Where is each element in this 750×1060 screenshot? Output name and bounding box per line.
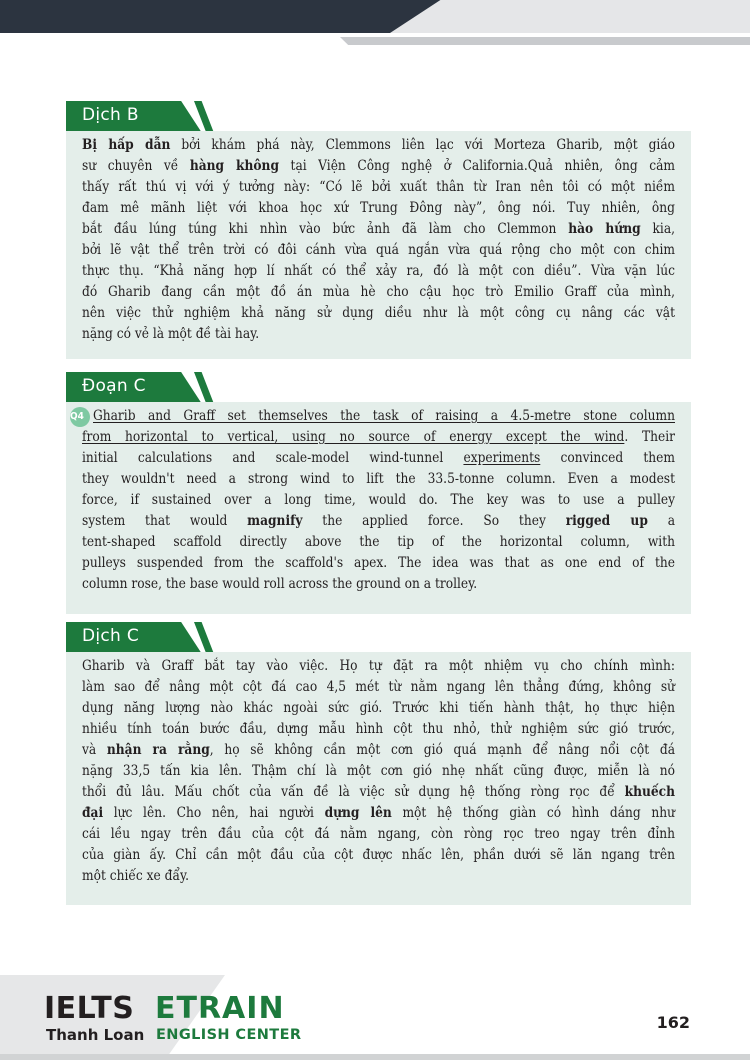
text-segment: bắt đầu lúng túng khi nhìn vào bức ảnh đã làm cho Clemmon xyxy=(82,221,569,237)
text-segment: làm sao để nâng một cột đá cao 4,5 mét từ nằm ngang lên thẳng đứng, không sử xyxy=(82,679,675,695)
text-segment: dụng năng lượng nào khác ngoài sức gió. Trước khi tiến hành thật, họ thực hiện xyxy=(82,700,675,716)
text-segment: lực lên. Cho nên, hai người xyxy=(103,805,325,821)
top-header-stripe xyxy=(390,0,750,33)
text-segment: the applied force. So they xyxy=(302,513,566,529)
text-segment: một chiếc xe đẩy. xyxy=(82,868,189,884)
footer-strip xyxy=(0,1054,750,1060)
text-line xyxy=(66,448,691,469)
text-segment: Gharib và Graff bắt tay vào việc. Họ tự đặt ra một nhiệm vụ cho chính mình: xyxy=(82,658,675,674)
text-line xyxy=(66,303,691,324)
section-body-dich-c xyxy=(66,652,691,905)
text-segment: đó Gharib đang cần một đồ án mùa hè cho cậu học trò Emilio Graff của mình, xyxy=(82,284,675,300)
text-segment: column rose, the base would roll across the ground on a trolley. xyxy=(82,576,478,592)
text-line xyxy=(66,406,691,427)
text-segment: thực thụ. “Khả năng hợp lí nhất có thể xảy ra, đó là một con diều”. Vừa vặn lúc xyxy=(82,263,675,279)
text-line xyxy=(66,656,691,677)
text-segment: tent-shaped scaffold directly above the tip of the horizontal column, with xyxy=(82,534,675,550)
section-body-dich-b xyxy=(66,131,691,359)
text-segment: , họ sẽ không cần một cơn gió quá mạnh để nâng nổi cột đá xyxy=(209,742,675,758)
text-line xyxy=(66,490,691,511)
top-header-shadow xyxy=(340,37,750,45)
bold-term: hào hứng xyxy=(568,221,641,237)
bold-term: dựng lên xyxy=(324,805,392,821)
text-line xyxy=(66,469,691,490)
text-segment: nặng có vẻ là một đề tài hay. xyxy=(82,326,260,342)
bold-term: khuếch xyxy=(624,784,675,800)
text-line xyxy=(66,532,691,553)
section-header-doan-c xyxy=(66,372,216,404)
text-line xyxy=(66,427,691,448)
text-line xyxy=(66,156,691,177)
text-segment: nên việc thử nghiệm khả năng sử dụng diều như là một công cụ nâng các vật xyxy=(82,305,675,321)
text-line xyxy=(66,698,691,719)
bold-term: Bị hấp dẫn xyxy=(82,137,171,153)
underlined-text: Gharib and Graff set themselves the task of raising a 4.5-metre stone column xyxy=(93,408,675,424)
page-number: 162 xyxy=(656,1013,690,1032)
text-segment: bởi khám phá này, Clemmons liên lạc với Morteza Gharib, một giáo xyxy=(170,137,675,153)
text-line xyxy=(66,240,691,261)
text-segment: sư chuyên về xyxy=(82,158,190,174)
section-body-doan-c xyxy=(66,402,691,614)
text-line xyxy=(66,135,691,156)
text-line xyxy=(66,824,691,845)
logo-thanh-loan: Thanh Loan xyxy=(46,1026,145,1044)
text-line xyxy=(66,324,691,345)
bold-term: magnify xyxy=(247,513,303,529)
bold-term: rigged up xyxy=(565,513,648,529)
text-segment: và xyxy=(82,742,107,758)
text-segment: pulleys suspended from the scaffold's apex. The idea was that as one end of the xyxy=(82,555,675,571)
logo-etrain: ETRAIN xyxy=(155,991,285,1026)
text-line xyxy=(66,677,691,698)
section-title: Dịch B xyxy=(82,105,139,125)
text-segment: system that would xyxy=(82,513,248,529)
text-segment: nặng 33,5 tấn kia lên. Thậm chí là một cơn gió nhẹ nhất cũng được, miễn là nó xyxy=(82,763,675,779)
logo-english-center: ENGLISH CENTER xyxy=(156,1027,302,1043)
text-line xyxy=(66,761,691,782)
underlined-text: from horizontal to vertical, using no source of energy except the wind xyxy=(82,429,625,445)
text-segment: nhiều tính toán bước đầu, dựng mẫu hình cột thu nhỏ, thử nghiệm sức gió trước, xyxy=(82,721,675,737)
bold-term: nhận ra rằng xyxy=(106,742,210,758)
text-line xyxy=(66,719,691,740)
text-segment: convinced them xyxy=(540,450,675,466)
text-segment: . Their xyxy=(624,429,676,445)
text-segment: force, if sustained over a long time, would do. The key was to use a pulley xyxy=(82,492,675,508)
text-line xyxy=(66,845,691,866)
text-segment: initial calculations and scale-model wind-tunnel xyxy=(82,450,464,466)
text-line xyxy=(66,866,691,887)
question-badge: Q4 xyxy=(70,407,90,427)
bold-term: hàng không xyxy=(189,158,279,174)
text-line xyxy=(66,282,691,303)
text-line xyxy=(66,740,691,761)
text-line xyxy=(66,803,691,824)
text-segment: đam mê mãnh liệt với khoa học xứ Trung Đông này”, ông nói. Tuy nhiên, ông xyxy=(82,200,675,216)
text-line xyxy=(66,511,691,532)
text-line xyxy=(66,198,691,219)
text-segment: một hệ thống giàn có hình dáng như xyxy=(391,805,675,821)
text-segment: cái lều ngay trên đầu của cột đá nằm ngang, còn ròng rọc treo ngay trên đỉnh xyxy=(82,826,675,842)
text-segment: của giàn ấy. Chỉ cần một đầu của cột được nhấc lên, phần dưới sẽ lăn ngang trên xyxy=(82,847,675,863)
text-segment: bởi lẽ vật thể trên trời có đôi cánh vừa quá ngắn vừa quá rộng cho một con chim xyxy=(82,242,675,258)
text-line xyxy=(66,177,691,198)
underlined-text: experiments xyxy=(463,450,541,466)
text-line xyxy=(66,782,691,803)
text-segment: they wouldn't need a strong wind to lift the 33.5-tonne column. Even a modest xyxy=(82,471,675,487)
text-segment: thấy rất thú vị với ý tưởng này: “Có lẽ bởi xuất thân từ Iran nên tôi có một niềm xyxy=(82,179,675,195)
text-line xyxy=(66,574,691,595)
text-segment: tại Viện Công nghệ ở California.Quả nhiên, ông cảm xyxy=(279,158,675,174)
section-title: Đoạn C xyxy=(82,376,146,396)
text-segment: thổi đủ lâu. Mấu chốt của vấn đề là việc sử dụng hệ thống ròng rọc để xyxy=(82,784,625,800)
text-line xyxy=(66,219,691,240)
text-segment: a xyxy=(647,513,675,529)
section-header-dich-b xyxy=(66,101,216,133)
section-title: Dịch C xyxy=(82,626,140,646)
logo-ielts: IELTS xyxy=(44,991,135,1026)
text-line xyxy=(66,553,691,574)
section-header-dich-c xyxy=(66,622,216,654)
text-segment: kia, xyxy=(640,221,676,237)
bold-term: đại xyxy=(82,805,104,821)
text-line xyxy=(66,261,691,282)
